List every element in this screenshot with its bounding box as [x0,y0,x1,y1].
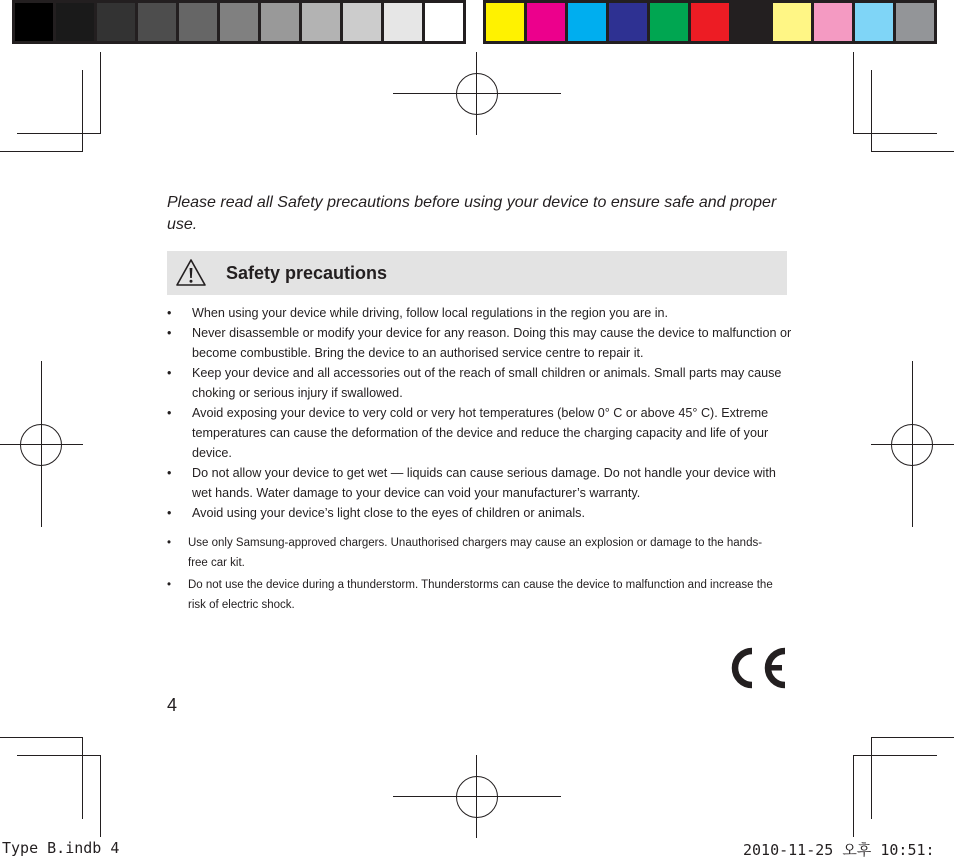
section-header [167,251,787,295]
precaution-list-small [167,533,777,617]
precaution-text: Do not use the device during a thunderstorm. Thunderstorms can cause the device to malfunction and increase the risk of electric shock. [188,579,773,611]
gray-swatch [15,3,53,41]
gray-swatch [56,3,94,41]
gray-swatch [220,3,258,41]
color-swatch [732,3,770,41]
intro-text: Please read all Safety precautions before using your device to ensure safe and proper use. [167,194,777,233]
bullet: • [167,506,172,520]
crop-mark [871,737,954,738]
bullet: • [167,537,172,549]
precaution-item [167,533,777,573]
color-swatch [527,3,565,41]
precaution-item [167,363,792,403]
bullet: • [167,466,172,480]
gray-swatch [343,3,381,41]
precaution-text: Never disassemble or modify your device for any reason. Doing this may cause the device to malfunction or become combustible. Bring the device to an authorised service centre to repair it. [192,326,792,360]
registration-circle [20,424,62,466]
precaution-item [167,323,792,363]
bullet: • [167,406,172,420]
registration-circle [891,424,933,466]
bullet: • [167,366,172,380]
crop-mark [100,52,101,134]
crop-mark [853,133,937,134]
gray-swatch [261,3,299,41]
crop-mark [871,70,872,152]
crop-mark [853,755,937,756]
precaution-text: Avoid using your device’s light close to the eyes of children or animals. [192,506,585,520]
color-swatch [568,3,606,41]
crop-mark [853,755,854,837]
crop-mark [871,151,954,152]
color-swatch [814,3,852,41]
gray-swatch [97,3,135,41]
color-swatch [773,3,811,41]
precaution-item [167,463,792,503]
precaution-item [167,403,792,463]
precaution-text: When using your device while driving, follow local regulations in the region you are in. [192,306,669,320]
precaution-text: Use only Samsung-approved chargers. Unauthorised chargers may cause an explosion or damage to the hands-free car kit. [188,537,763,569]
color-swatch [609,3,647,41]
precaution-item [167,303,792,323]
color-swatch [486,3,524,41]
crop-mark [100,755,101,837]
color-swatch [896,3,934,41]
crop-mark [853,52,854,134]
precaution-item [167,575,777,615]
registration-circle [456,776,498,818]
crop-mark [82,70,83,152]
crop-mark [0,737,83,738]
footer-filename: Type B.indb 4 [2,839,120,857]
gray-swatch [179,3,217,41]
bullet: • [167,326,172,340]
crop-mark [0,151,83,152]
footer-timestamp: 2010-11-25 오후 10:51: [743,841,935,859]
precaution-list [167,303,792,523]
color-swatch [691,3,729,41]
crop-mark [871,737,872,819]
bullet: • [167,579,172,591]
color-swatch [650,3,688,41]
registration-circle [456,73,498,115]
bullet: • [167,306,172,320]
precaution-text: Keep your device and all accessories out of the reach of small children or animals. Small parts may cause choking or serious injury if swallowed. [192,366,782,400]
precaution-item [167,503,792,523]
section-title: Safety precautions [226,263,388,283]
grayscale-calibration-bar [12,0,466,44]
ce-mark-logo [725,647,788,689]
gray-swatch [425,3,463,41]
crop-mark [17,755,101,756]
precaution-text: Do not allow your device to get wet — liquids can cause serious damage. Do not handle your device with wet hands. Water damage to your device can void your manufacturer’s warranty. [192,466,776,500]
gray-swatch [384,3,422,41]
warning-triangle-icon [175,257,207,289]
page-number: 4 [167,695,178,715]
gray-swatch [302,3,340,41]
crop-mark [82,737,83,819]
color-swatch [855,3,893,41]
gray-swatch [138,3,176,41]
color-calibration-bar [483,0,937,44]
crop-mark [17,133,101,134]
precaution-text: Avoid exposing your device to very cold or very hot temperatures (below 0° C or above 45° C). Extreme temperatures can cause the deformation of the device and reduce the charging capacity and life of your device. [192,406,769,460]
